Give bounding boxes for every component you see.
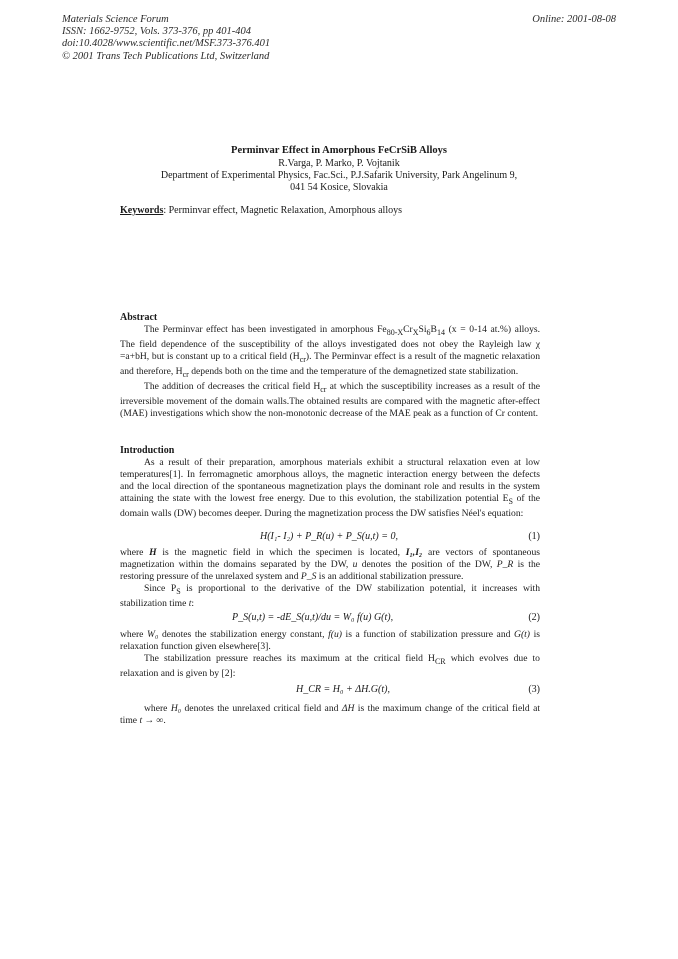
online-date: Online: 2001-08-08 xyxy=(532,14,616,25)
equation-1-number: (1) xyxy=(528,531,540,542)
journal-issn: ISSN: 1662-9752, Vols. 373-376, pp 401-404 xyxy=(62,26,251,38)
introduction-paragraph-6-block xyxy=(120,703,540,727)
paper-affiliation-line-1: Department of Experimental Physics, Fac.Sci., P.J.Safarik University, Park Angelinum 9, xyxy=(160,170,518,181)
abstract-paragraph-2: The addition of decreases the critical field $H_{cr}$ at which the susceptibility increases as a result of the irreversible movement of the domain walls.The obtained results are compared with the magnetic after-effect (MAE) investigations which show the non-monotonic decrease of the MAE peak as a function of Cr content. xyxy=(120,381,540,420)
abstract-paragraph-1: The Perminvar effect has been investigated in amorphous $Fe_{80-X}Cr_XSi_6B_{14}$ (x = 0-14 at.%) alloys. The field dependence of the susceptibility of the alloys investigated does not obey the Rayleigh law χ =a+bH, but is constant up to a critical field $(H_{cr})$. The Perminvar effect is a result of the magnetic relaxation and therefore, $H_{cr}$ depends both on the time and the temperature of the demagnetized state stabilization. xyxy=(120,324,540,380)
paper-affiliation-line-2: 041 54 Kosice, Slovakia xyxy=(290,182,388,193)
introduction-heading: Introduction xyxy=(120,445,175,456)
introduction-paragraph-1: As a result of their preparation, amorphous materials exhibit a structural relaxation even at low temperatures[1]. In ferromagnetic amorphous alloys, the magnetic interaction energy between the defects and the local direction of the spontaneous magnetization plays the dominant role and results in the system attaining the state with the lowest free energy. Due to this evolution, the stabilization potential $E_S$ of the domain walls (DW) becomes deeper. During the magnetization process the DW satisfies Néel's equation: xyxy=(120,457,541,520)
journal-doi[interactable]: doi:10.4028/www.scientific.net/MSF.373-376.401 xyxy=(62,38,271,50)
keywords xyxy=(120,205,402,216)
introduction-paragraph-2-block xyxy=(120,547,540,610)
keywords-text: : Perminvar effect, Magnetic Relaxation, Amorphous alloys xyxy=(163,205,402,216)
equation-3 xyxy=(120,684,540,697)
equation-2-formula: P_S(u,t) = -dE_S(u,t)/du = W₀ f(u) G(t), xyxy=(232,612,394,623)
journal-name: Materials Science Forum xyxy=(62,14,169,25)
paper-authors: R.Varga, P. Marko, P. Vojtanik xyxy=(278,158,400,169)
introduction-paragraph-5: The stabilization pressure reaches its maximum at the critical field $H_{CR}$ which evolves due to relaxation and is given by [2]: xyxy=(120,653,540,680)
equation-3-formula: H_CR = H₀ + ΔH.G(t), xyxy=(296,684,390,695)
keywords-label: Keywords xyxy=(120,205,164,216)
equation-2 xyxy=(120,612,540,625)
introduction-paragraph-4: where W₀ denotes the stabilization energy constant, f(u) is a function of stabilization pressure and G(t) is relaxation function given elsewhere[3]. xyxy=(120,629,540,653)
introduction-paragraph-4-block xyxy=(120,629,540,680)
paper-title: Perminvar Effect in Amorphous FeCrSiB Alloys xyxy=(231,145,447,156)
equation-2-number: (2) xyxy=(528,612,540,623)
journal-header xyxy=(62,14,270,63)
introduction-paragraph-2: where H is the magnetic field in which the specimen is located, I₁,I₂ are vectors of spontaneous magnetization within the domains separated by the DW, u denotes the position of the DW, P_R is the restoring pressure of the unrelaxed system and P_S is an additional stabilization pressure. xyxy=(120,547,541,583)
equation-1 xyxy=(120,531,540,544)
abstract-heading: Abstract xyxy=(120,312,158,323)
equation-3-number: (3) xyxy=(528,684,540,695)
journal-copyright: © 2001 Trans Tech Publications Ltd, Switzerland xyxy=(62,50,270,62)
introduction-section xyxy=(120,445,540,520)
equation-1-formula: H(I₁- I₂) + P_R(u) + P_S(u,t) = 0, xyxy=(260,531,398,542)
introduction-paragraph-6: where H₀ denotes the unrelaxed critical field and ΔH is the maximum change of the critical field at time t → ∞. xyxy=(120,703,540,727)
introduction-paragraph-3: Since $P_S$ is proportional to the derivative of the DW stabilization potential, it increases with stabilization time t: xyxy=(120,583,540,610)
abstract-section xyxy=(120,312,540,420)
